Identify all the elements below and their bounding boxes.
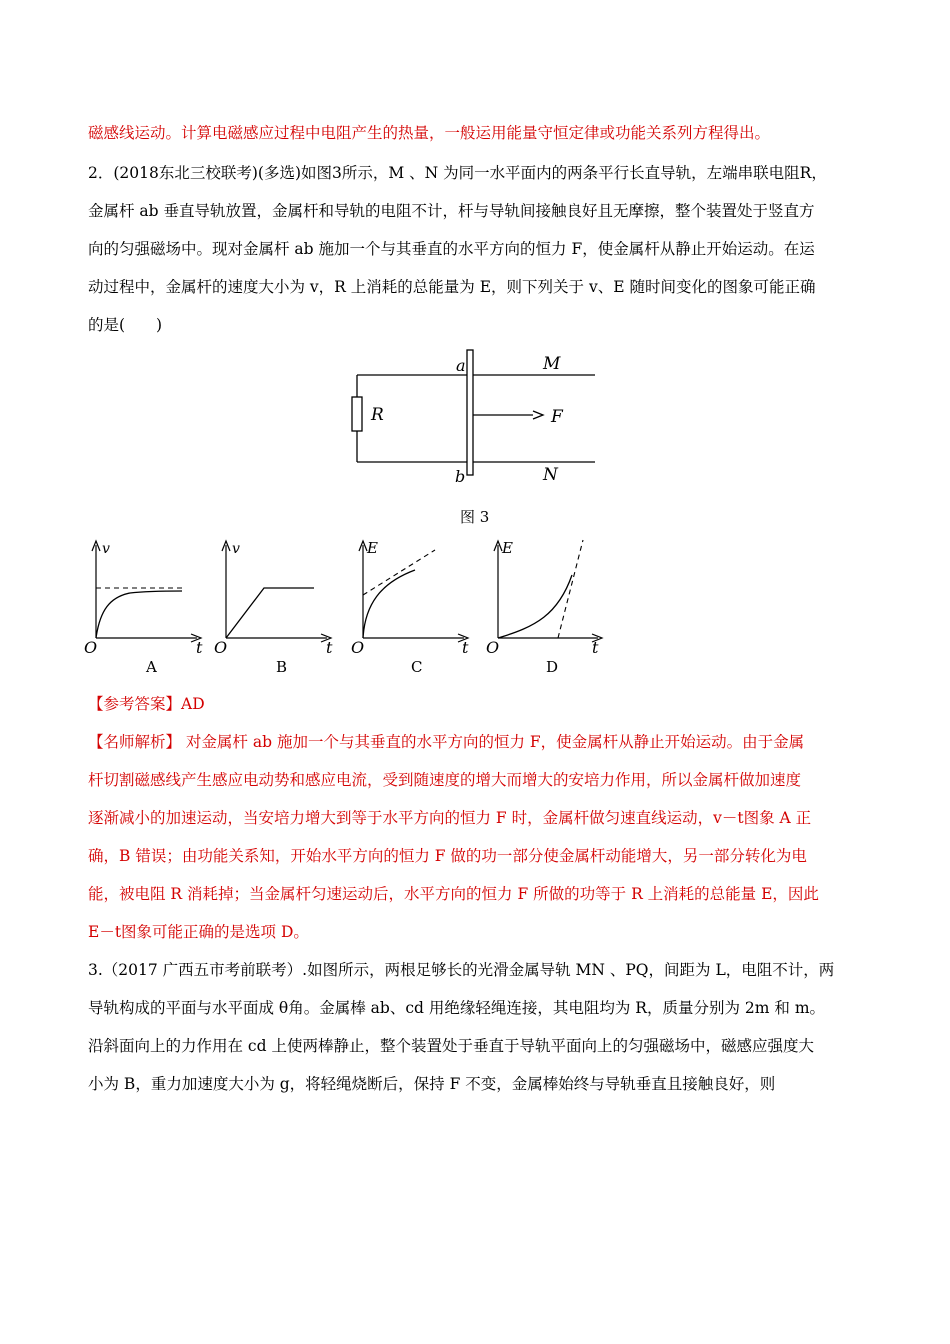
circuit-figure (340, 345, 610, 490)
question-2-line: 向的匀强磁场中。现对金属杆 ab 施加一个与其垂直的水平方向的恒力 F，使金属杆从静止开始运动。在运 (88, 240, 815, 258)
svg-text:t: t (196, 638, 203, 657)
question-3-line: 小为 B，重力加速度大小为 g，将轻绳烧断后，保持 F 不变，金属棒始终与导轨垂直且接触良好，则 (88, 1075, 776, 1093)
analysis-line: 确，B 错误；由功能关系知，开始水平方向的恒力 F 做的功一部分使金属杆动能增大，另一部分转化为电 (88, 847, 807, 865)
svg-text:t: t (462, 638, 469, 657)
label-n: N (543, 465, 558, 485)
graph-c (351, 539, 469, 676)
curve-c (363, 570, 415, 638)
curve-a (96, 591, 182, 638)
question-2-line: 的是( ) (88, 316, 163, 334)
label-f: F (551, 407, 563, 427)
dashed-line-d (558, 540, 583, 638)
metal-rod (467, 350, 473, 475)
label-b: b (455, 467, 466, 486)
question-2-line: 金属杆 ab 垂直导轨放置，金属杆和导轨的电阻不计，杆与导轨间接触良好且无摩擦，整个装置处于竖直方 (88, 202, 815, 220)
question-3-line: 沿斜面向上的力作用在 cd 上使两棒静止，整个装置处于垂直于导轨平面向上的匀强磁场中，磁感应强度大 (88, 1037, 814, 1055)
svg-text:B: B (276, 658, 288, 676)
label-r: R (371, 405, 384, 425)
label-m: M (543, 354, 561, 374)
question-2-line: 2．(2018东北三校联考)(多选)如图3所示，M 、N 为同一水平面内的两条平行长直导轨，左端串联电阻R， (88, 164, 827, 182)
label-a: a (456, 356, 466, 375)
svg-text:v: v (102, 541, 110, 557)
question-2-line: 动过程中，金属杆的速度大小为 v，R 上消耗的总能量为 E，则下列关于 v、E 随时间变化的图象可能正确 (88, 278, 816, 296)
curve-b (226, 588, 314, 638)
answer-line: 【参考答案】AD (88, 695, 205, 713)
svg-text:O: O (84, 638, 98, 657)
question-3-line: 3.（2017 广西五市考前联考）.如图所示，两根足够长的光滑金属导轨 MN 、PQ，间距为 L，电阻不计，两 (88, 961, 835, 979)
svg-text:v: v (232, 541, 240, 557)
text-line: 磁感线运动。计算电磁感应过程中电阻产生的热量，一般运用能量守恒定律或功能关系列方程得出。 (88, 124, 771, 142)
question-3-line: 导轨构成的平面与水平面成 θ角。金属棒 ab、cd 用绝缘轻绳连接，其电阻均为 R，质量分别为 2m 和 m。 (88, 999, 826, 1017)
svg-text:D: D (546, 658, 559, 676)
svg-text:O: O (351, 638, 365, 657)
analysis-line: E－t图象可能正确的是选项 D。 (88, 923, 309, 941)
analysis-line: 【名师解析】 对金属杆 ab 施加一个与其垂直的水平方向的恒力 F，使金属杆从静止开始运动。由于金属 (88, 733, 805, 751)
arrow-head-icon (533, 411, 543, 419)
figure-caption: 图 3 (460, 508, 490, 526)
analysis-line: 逐渐减小的加速运动，当安培力增大到等于水平方向的恒力 F 时，金属杆做匀速直线运动，v－t图象 A 正 (88, 809, 812, 827)
resistor (352, 397, 362, 431)
svg-text:t: t (592, 638, 599, 657)
graph-b (214, 541, 333, 676)
graph-a (84, 541, 203, 676)
svg-text:O: O (486, 638, 500, 657)
svg-text:O: O (214, 638, 228, 657)
svg-text:C: C (411, 658, 423, 676)
analysis-line: 杆切割磁感线产生感应电动势和感应电流，受到随速度的增大而增大的安培力作用，所以金属杆做加速度 (88, 771, 802, 789)
svg-text:t: t (326, 638, 333, 657)
analysis-line: 能，被电阻 R 消耗掉；当金属杆匀速运动后，水平方向的恒力 F 所做的功等于 R 上消耗的总能量 E，因此 (88, 885, 819, 903)
svg-text:A: A (146, 658, 157, 676)
graph-d (486, 539, 602, 676)
option-graphs (80, 535, 620, 680)
svg-text:E: E (367, 539, 378, 557)
svg-text:E: E (502, 539, 513, 557)
